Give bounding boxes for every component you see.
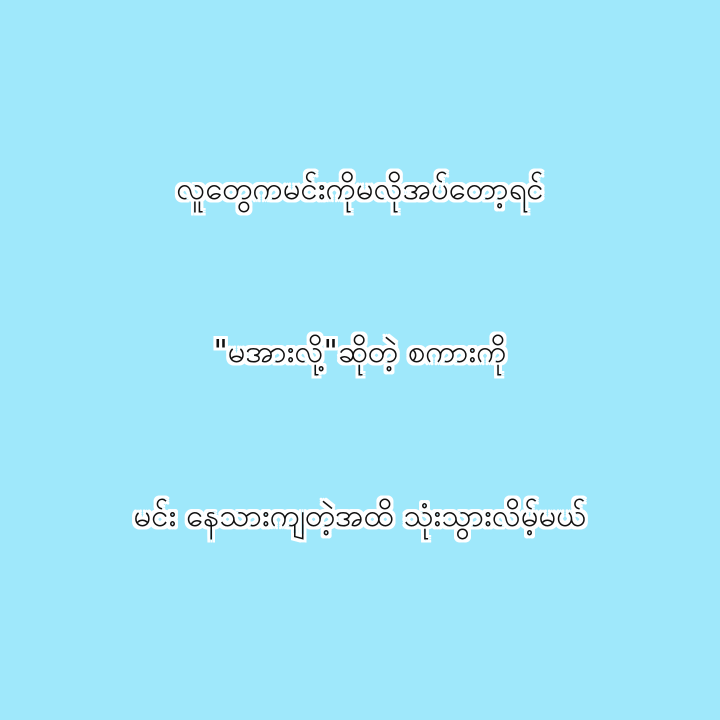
quote-line-2: "မအားလို့"ဆိုတဲ့ စကားကို bbox=[213, 334, 507, 370]
quote-line-3: မင်း နေသားကျတဲ့အထိ သုံးသွားလိမ့်မယ် bbox=[133, 498, 587, 534]
quote-line-1: လူတွေကမင်းကိုမလိုအပ်တော့ရင် bbox=[176, 171, 544, 207]
